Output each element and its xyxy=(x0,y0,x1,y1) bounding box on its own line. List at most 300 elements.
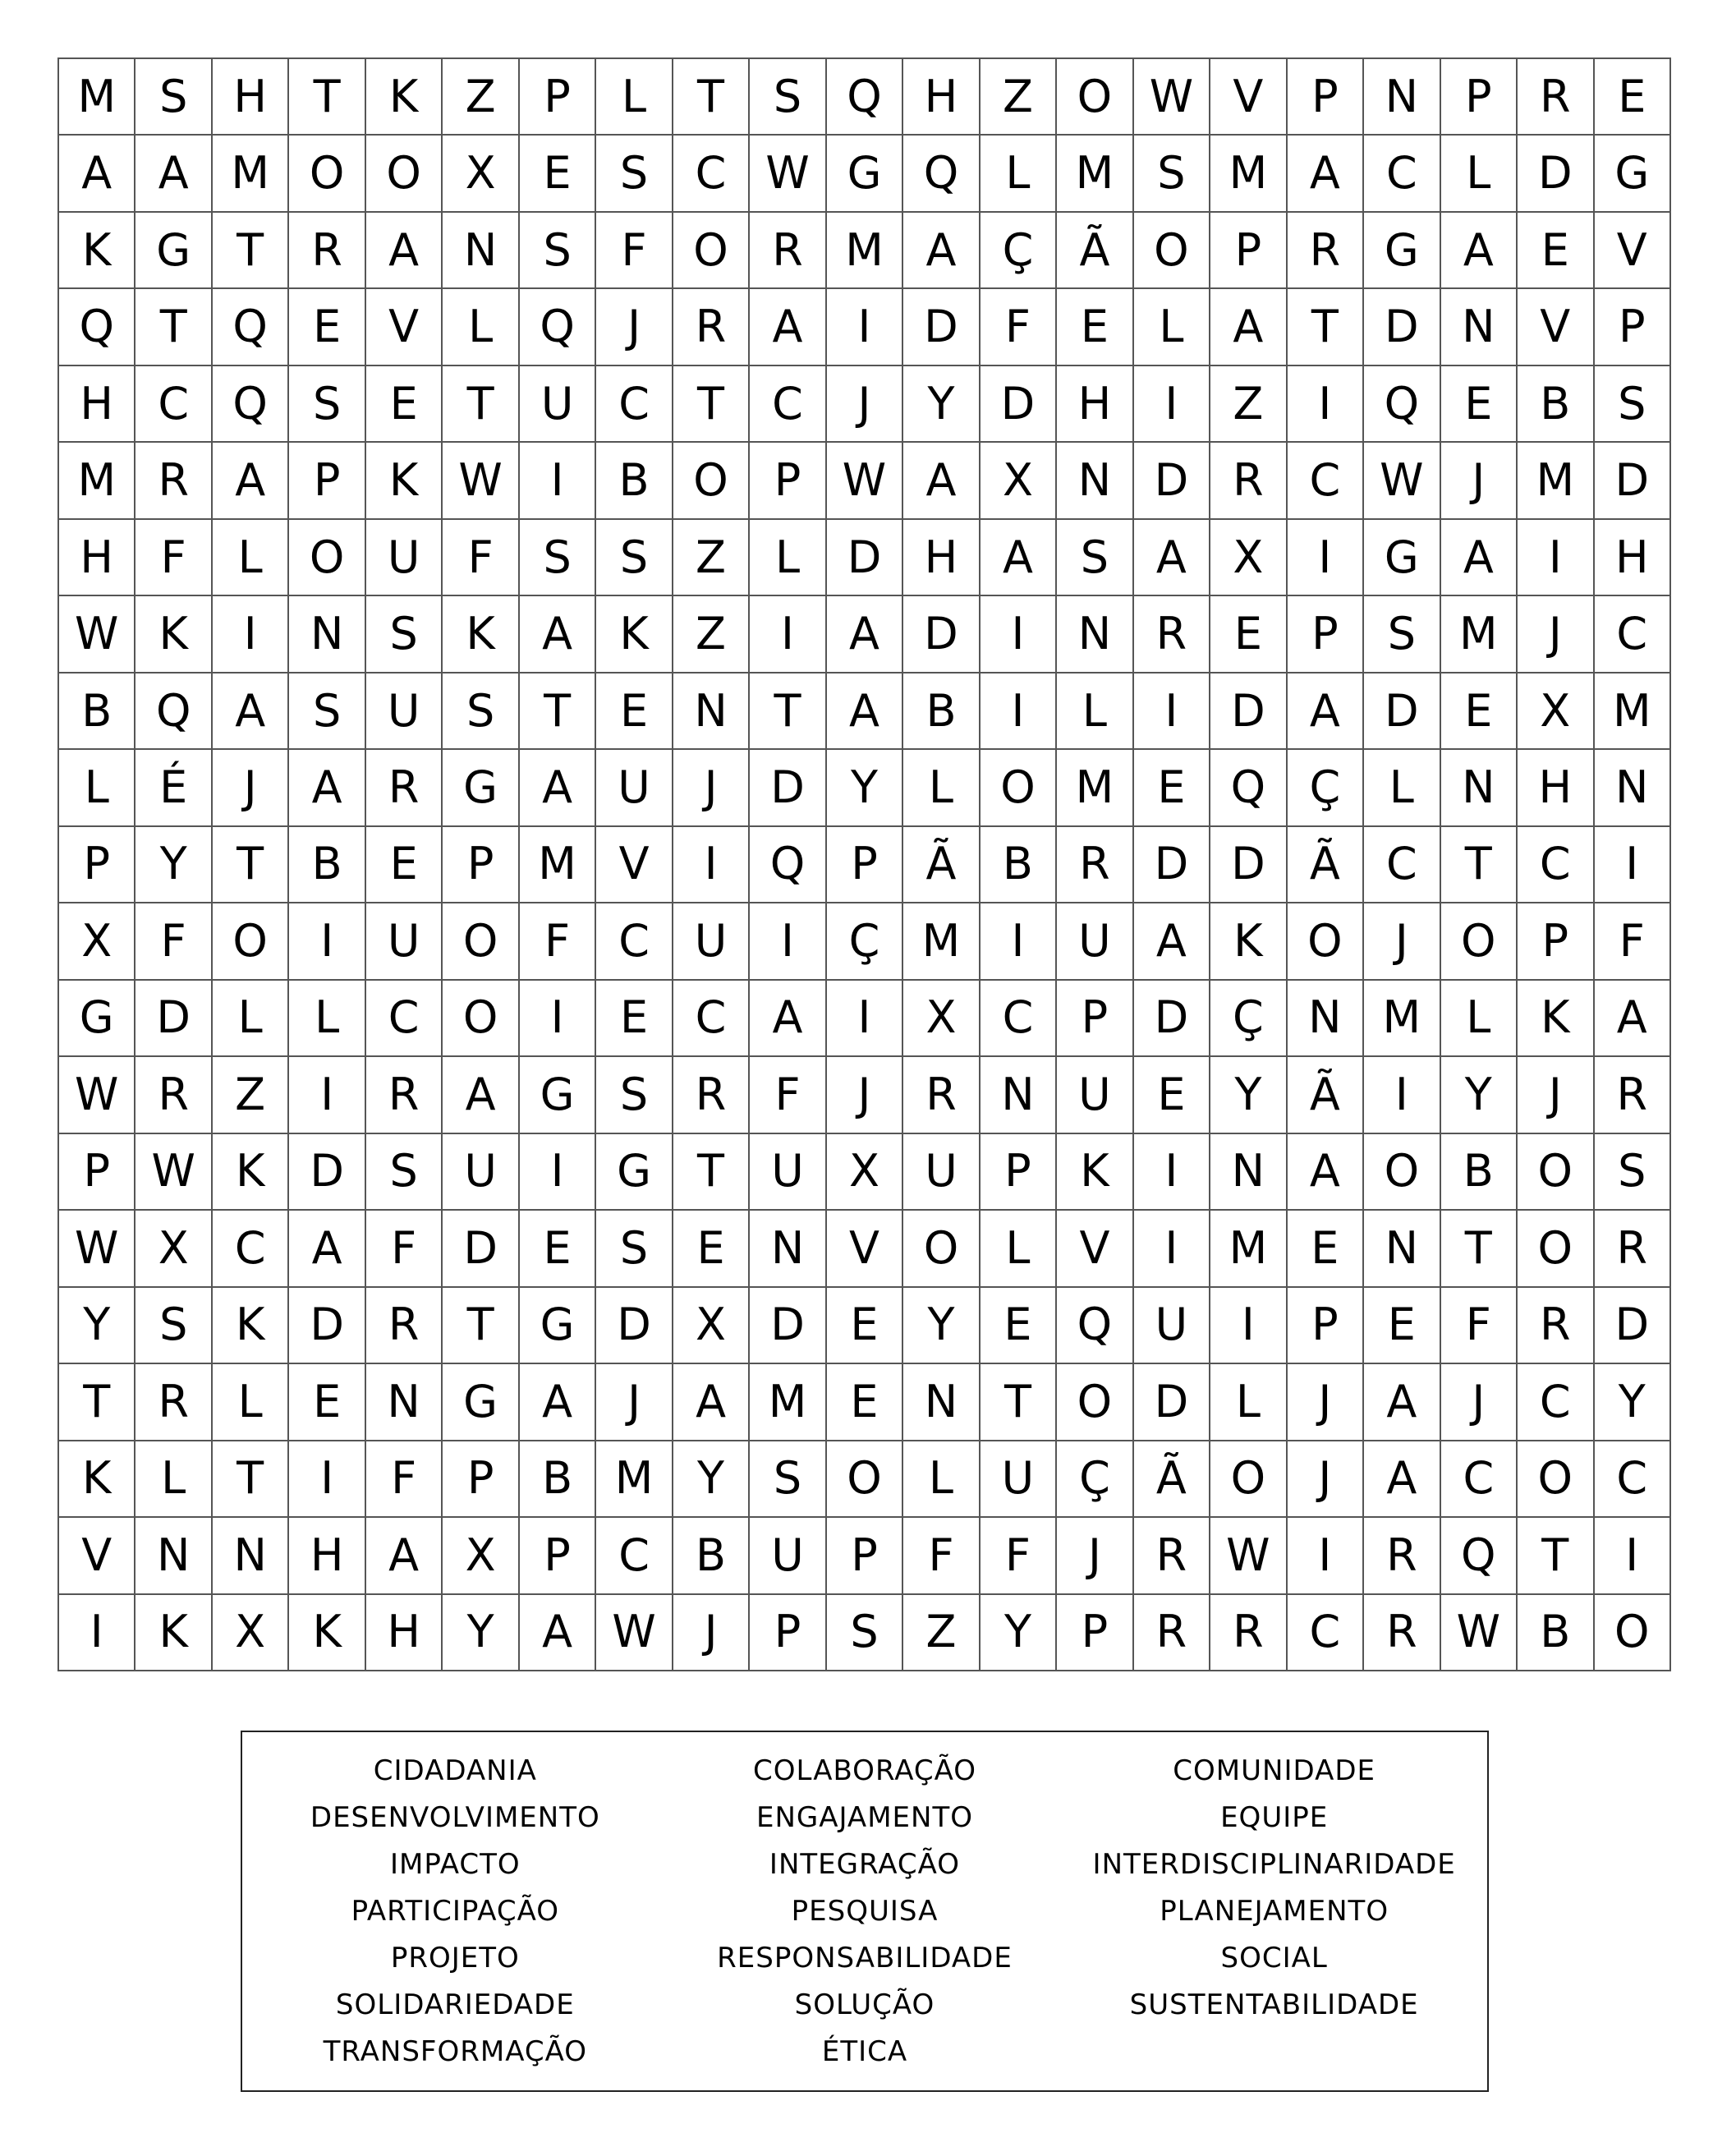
grid-cell[interactable]: N xyxy=(1364,59,1440,136)
grid-cell[interactable]: A xyxy=(289,1211,365,1287)
grid-cell[interactable]: Ã xyxy=(1134,1441,1210,1518)
grid-cell[interactable]: R xyxy=(1288,213,1364,289)
grid-cell[interactable]: C xyxy=(1364,136,1440,212)
grid-cell[interactable]: E xyxy=(596,981,673,1057)
grid-cell[interactable]: S xyxy=(1134,136,1210,212)
grid-cell[interactable]: S xyxy=(135,59,212,136)
grid-cell[interactable]: L xyxy=(1441,981,1518,1057)
grid-cell[interactable]: R xyxy=(289,213,365,289)
grid-cell[interactable]: Q xyxy=(1364,366,1440,443)
grid-cell[interactable]: Ã xyxy=(1288,1057,1364,1133)
grid-cell[interactable]: J xyxy=(673,1595,750,1671)
grid-cell[interactable]: M xyxy=(827,213,903,289)
grid-cell[interactable]: O xyxy=(1057,1364,1133,1441)
grid-cell[interactable]: E xyxy=(981,1288,1057,1364)
grid-cell[interactable]: Y xyxy=(981,1595,1057,1671)
grid-cell[interactable]: D xyxy=(827,520,903,596)
grid-cell[interactable]: P xyxy=(520,1518,596,1594)
grid-cell[interactable]: H xyxy=(1595,520,1671,596)
grid-cell[interactable]: D xyxy=(750,1288,826,1364)
grid-cell[interactable]: B xyxy=(520,1441,596,1518)
grid-cell[interactable]: M xyxy=(903,903,980,980)
grid-cell[interactable]: A xyxy=(1210,289,1287,365)
grid-cell[interactable]: A xyxy=(135,136,212,212)
grid-cell[interactable]: X xyxy=(443,1518,519,1594)
grid-cell[interactable]: D xyxy=(289,1134,365,1211)
grid-cell[interactable]: O xyxy=(1134,213,1210,289)
grid-cell[interactable]: N xyxy=(366,1364,443,1441)
grid-cell[interactable]: N xyxy=(1288,981,1364,1057)
grid-cell[interactable]: R xyxy=(1210,443,1287,519)
grid-cell[interactable]: X xyxy=(1210,520,1287,596)
grid-cell[interactable]: C xyxy=(1595,596,1671,673)
grid-cell[interactable]: B xyxy=(1518,366,1594,443)
grid-cell[interactable]: M xyxy=(1518,443,1594,519)
grid-cell[interactable]: H xyxy=(366,1595,443,1671)
grid-cell[interactable]: E xyxy=(520,1211,596,1287)
grid-cell[interactable]: J xyxy=(827,1057,903,1133)
grid-cell[interactable]: G xyxy=(1595,136,1671,212)
grid-cell[interactable]: S xyxy=(1595,366,1671,443)
grid-cell[interactable]: O xyxy=(827,1441,903,1518)
grid-cell[interactable]: D xyxy=(289,1288,365,1364)
grid-cell[interactable]: L xyxy=(596,59,673,136)
grid-cell[interactable]: B xyxy=(596,443,673,519)
grid-cell[interactable]: J xyxy=(673,750,750,826)
grid-cell[interactable]: Q xyxy=(1210,750,1287,826)
grid-cell[interactable]: C xyxy=(596,1518,673,1594)
grid-cell[interactable]: M xyxy=(750,1364,826,1441)
grid-cell[interactable]: C xyxy=(596,903,673,980)
grid-cell[interactable]: O xyxy=(443,981,519,1057)
grid-cell[interactable]: E xyxy=(366,827,443,903)
grid-cell[interactable]: S xyxy=(750,1441,826,1518)
grid-cell[interactable]: D xyxy=(1134,981,1210,1057)
grid-cell[interactable]: I xyxy=(1595,827,1671,903)
grid-cell[interactable]: R xyxy=(1134,1595,1210,1671)
grid-cell[interactable]: X xyxy=(673,1288,750,1364)
grid-cell[interactable]: T xyxy=(213,1441,289,1518)
grid-cell[interactable]: G xyxy=(135,213,212,289)
grid-cell[interactable]: Z xyxy=(673,520,750,596)
grid-cell[interactable]: P xyxy=(1518,903,1594,980)
grid-cell[interactable]: B xyxy=(673,1518,750,1594)
grid-cell[interactable]: R xyxy=(1134,1518,1210,1594)
grid-cell[interactable]: N xyxy=(903,1364,980,1441)
grid-cell[interactable]: P xyxy=(1057,1595,1133,1671)
grid-cell[interactable]: W xyxy=(59,596,135,673)
grid-cell[interactable]: K xyxy=(1057,1134,1133,1211)
grid-cell[interactable]: F xyxy=(1595,903,1671,980)
grid-cell[interactable]: Y xyxy=(443,1595,519,1671)
grid-cell[interactable]: Ã xyxy=(903,827,980,903)
grid-cell[interactable]: M xyxy=(59,443,135,519)
grid-cell[interactable]: Q xyxy=(827,59,903,136)
grid-cell[interactable]: C xyxy=(1288,1595,1364,1671)
grid-cell[interactable]: C xyxy=(1518,827,1594,903)
grid-cell[interactable]: W xyxy=(827,443,903,519)
grid-cell[interactable]: R xyxy=(750,213,826,289)
grid-cell[interactable]: K xyxy=(135,596,212,673)
grid-cell[interactable]: Z xyxy=(673,596,750,673)
grid-cell[interactable]: Y xyxy=(1210,1057,1287,1133)
grid-cell[interactable]: H xyxy=(903,59,980,136)
grid-cell[interactable]: P xyxy=(1288,59,1364,136)
grid-cell[interactable]: L xyxy=(213,981,289,1057)
grid-cell[interactable]: D xyxy=(1595,1288,1671,1364)
grid-cell[interactable]: L xyxy=(289,981,365,1057)
grid-cell[interactable]: K xyxy=(213,1288,289,1364)
grid-cell[interactable]: A xyxy=(520,1364,596,1441)
grid-cell[interactable]: P xyxy=(443,1441,519,1518)
grid-cell[interactable]: Z xyxy=(903,1595,980,1671)
grid-cell[interactable]: A xyxy=(59,136,135,212)
grid-cell[interactable]: P xyxy=(289,443,365,519)
grid-cell[interactable]: S xyxy=(1364,596,1440,673)
grid-cell[interactable]: O xyxy=(1518,1211,1594,1287)
grid-cell[interactable]: M xyxy=(59,59,135,136)
grid-cell[interactable]: N xyxy=(1441,750,1518,826)
grid-cell[interactable]: H xyxy=(213,59,289,136)
grid-cell[interactable]: A xyxy=(366,1518,443,1594)
grid-cell[interactable]: R xyxy=(1518,59,1594,136)
grid-cell[interactable]: I xyxy=(1364,1057,1440,1133)
grid-cell[interactable]: D xyxy=(596,1288,673,1364)
grid-cell[interactable]: D xyxy=(1364,673,1440,750)
grid-cell[interactable]: I xyxy=(827,981,903,1057)
grid-cell[interactable]: A xyxy=(366,213,443,289)
grid-cell[interactable]: T xyxy=(1518,1518,1594,1594)
grid-cell[interactable]: C xyxy=(366,981,443,1057)
grid-cell[interactable]: T xyxy=(135,289,212,365)
grid-cell[interactable]: A xyxy=(827,673,903,750)
grid-cell[interactable]: S xyxy=(596,136,673,212)
grid-cell[interactable]: U xyxy=(596,750,673,826)
grid-cell[interactable]: U xyxy=(520,366,596,443)
grid-cell[interactable]: R xyxy=(135,1057,212,1133)
grid-cell[interactable]: K xyxy=(1210,903,1287,980)
grid-cell[interactable]: O xyxy=(1057,59,1133,136)
grid-cell[interactable]: G xyxy=(596,1134,673,1211)
grid-cell[interactable]: R xyxy=(1364,1595,1440,1671)
grid-cell[interactable]: R xyxy=(1595,1211,1671,1287)
grid-cell[interactable]: L xyxy=(213,520,289,596)
grid-cell[interactable]: T xyxy=(59,1364,135,1441)
grid-cell[interactable]: C xyxy=(1595,1441,1671,1518)
grid-cell[interactable]: I xyxy=(981,673,1057,750)
grid-cell[interactable]: B xyxy=(1441,1134,1518,1211)
grid-cell[interactable]: S xyxy=(596,520,673,596)
grid-cell[interactable]: A xyxy=(1364,1441,1440,1518)
grid-cell[interactable]: I xyxy=(1134,1134,1210,1211)
grid-cell[interactable]: U xyxy=(366,903,443,980)
grid-cell[interactable]: K xyxy=(596,596,673,673)
grid-cell[interactable]: S xyxy=(1595,1134,1671,1211)
grid-cell[interactable]: P xyxy=(443,827,519,903)
grid-cell[interactable]: E xyxy=(289,1364,365,1441)
grid-cell[interactable]: F xyxy=(1441,1288,1518,1364)
grid-cell[interactable]: A xyxy=(213,443,289,519)
grid-cell[interactable]: A xyxy=(1441,213,1518,289)
grid-cell[interactable]: D xyxy=(981,366,1057,443)
grid-cell[interactable]: W xyxy=(59,1211,135,1287)
grid-cell[interactable]: Y xyxy=(673,1441,750,1518)
grid-cell[interactable]: I xyxy=(1288,1518,1364,1594)
grid-cell[interactable]: B xyxy=(903,673,980,750)
grid-cell[interactable]: O xyxy=(1518,1441,1594,1518)
grid-cell[interactable]: L xyxy=(1057,673,1133,750)
grid-cell[interactable]: T xyxy=(673,59,750,136)
grid-cell[interactable]: P xyxy=(59,827,135,903)
grid-cell[interactable]: M xyxy=(1364,981,1440,1057)
grid-cell[interactable]: D xyxy=(135,981,212,1057)
grid-cell[interactable]: Ã xyxy=(1288,827,1364,903)
grid-cell[interactable]: U xyxy=(750,1134,826,1211)
grid-cell[interactable]: K xyxy=(366,59,443,136)
grid-cell[interactable]: T xyxy=(213,213,289,289)
grid-cell[interactable]: R xyxy=(903,1057,980,1133)
grid-cell[interactable]: X xyxy=(1518,673,1594,750)
grid-cell[interactable]: I xyxy=(750,903,826,980)
grid-cell[interactable]: A xyxy=(1134,520,1210,596)
grid-cell[interactable]: T xyxy=(1441,1211,1518,1287)
grid-cell[interactable]: S xyxy=(289,673,365,750)
grid-cell[interactable]: I xyxy=(1210,1288,1287,1364)
grid-cell[interactable]: N xyxy=(1210,1134,1287,1211)
grid-cell[interactable]: A xyxy=(520,750,596,826)
grid-cell[interactable]: Q xyxy=(213,366,289,443)
grid-cell[interactable]: C xyxy=(1364,827,1440,903)
grid-cell[interactable]: A xyxy=(750,289,826,365)
grid-cell[interactable]: I xyxy=(1134,673,1210,750)
grid-cell[interactable]: P xyxy=(1057,981,1133,1057)
grid-cell[interactable]: X xyxy=(213,1595,289,1671)
grid-cell[interactable]: N xyxy=(1595,750,1671,826)
grid-cell[interactable]: T xyxy=(1441,827,1518,903)
grid-cell[interactable]: T xyxy=(750,673,826,750)
grid-cell[interactable]: H xyxy=(1057,366,1133,443)
grid-cell[interactable]: C xyxy=(673,981,750,1057)
grid-cell[interactable]: C xyxy=(1441,1441,1518,1518)
grid-cell[interactable]: E xyxy=(1134,750,1210,826)
grid-cell[interactable]: H xyxy=(59,366,135,443)
grid-cell[interactable]: Ç xyxy=(827,903,903,980)
grid-cell[interactable]: P xyxy=(827,1518,903,1594)
grid-cell[interactable]: Z xyxy=(213,1057,289,1133)
grid-cell[interactable]: X xyxy=(827,1134,903,1211)
grid-cell[interactable]: L xyxy=(1134,289,1210,365)
grid-cell[interactable]: L xyxy=(981,1211,1057,1287)
grid-cell[interactable]: H xyxy=(59,520,135,596)
grid-cell[interactable]: E xyxy=(1518,213,1594,289)
grid-cell[interactable]: R xyxy=(366,1288,443,1364)
grid-cell[interactable]: U xyxy=(1057,903,1133,980)
grid-cell[interactable]: D xyxy=(443,1211,519,1287)
grid-cell[interactable]: X xyxy=(135,1211,212,1287)
grid-cell[interactable]: L xyxy=(1441,136,1518,212)
grid-cell[interactable]: K xyxy=(366,443,443,519)
grid-cell[interactable]: S xyxy=(520,213,596,289)
grid-cell[interactable]: A xyxy=(981,520,1057,596)
grid-cell[interactable]: L xyxy=(443,289,519,365)
grid-cell[interactable]: W xyxy=(59,1057,135,1133)
grid-cell[interactable]: Q xyxy=(903,136,980,212)
grid-cell[interactable]: A xyxy=(1288,1134,1364,1211)
grid-cell[interactable]: P xyxy=(1210,213,1287,289)
grid-cell[interactable]: X xyxy=(981,443,1057,519)
grid-cell[interactable]: I xyxy=(827,289,903,365)
grid-cell[interactable]: N xyxy=(1057,596,1133,673)
grid-cell[interactable]: Y xyxy=(59,1288,135,1364)
grid-cell[interactable]: V xyxy=(596,827,673,903)
grid-cell[interactable]: G xyxy=(1364,520,1440,596)
grid-cell[interactable]: E xyxy=(289,289,365,365)
grid-cell[interactable]: A xyxy=(903,213,980,289)
grid-cell[interactable]: F xyxy=(903,1518,980,1594)
grid-cell[interactable]: I xyxy=(981,596,1057,673)
grid-cell[interactable]: U xyxy=(673,903,750,980)
grid-cell[interactable]: P xyxy=(981,1134,1057,1211)
grid-cell[interactable]: C xyxy=(135,366,212,443)
grid-cell[interactable]: T xyxy=(520,673,596,750)
grid-cell[interactable]: M xyxy=(596,1441,673,1518)
grid-cell[interactable]: R xyxy=(1595,1057,1671,1133)
grid-cell[interactable]: K xyxy=(135,1595,212,1671)
grid-cell[interactable]: K xyxy=(59,213,135,289)
grid-cell[interactable]: I xyxy=(1288,366,1364,443)
grid-cell[interactable]: L xyxy=(59,750,135,826)
grid-cell[interactable]: M xyxy=(213,136,289,212)
grid-cell[interactable]: Z xyxy=(1210,366,1287,443)
grid-cell[interactable]: C xyxy=(981,981,1057,1057)
grid-cell[interactable]: Q xyxy=(1057,1288,1133,1364)
grid-cell[interactable]: Y xyxy=(135,827,212,903)
grid-cell[interactable]: A xyxy=(520,1595,596,1671)
grid-cell[interactable]: K xyxy=(1518,981,1594,1057)
grid-cell[interactable]: V xyxy=(1595,213,1671,289)
grid-cell[interactable]: R xyxy=(135,1364,212,1441)
grid-cell[interactable]: F xyxy=(981,1518,1057,1594)
grid-cell[interactable]: W xyxy=(1210,1518,1287,1594)
grid-cell[interactable]: J xyxy=(1057,1518,1133,1594)
grid-cell[interactable]: I xyxy=(1518,520,1594,596)
grid-cell[interactable]: U xyxy=(366,673,443,750)
grid-cell[interactable]: Q xyxy=(213,289,289,365)
grid-cell[interactable]: P xyxy=(1288,596,1364,673)
grid-cell[interactable]: L xyxy=(750,520,826,596)
grid-cell[interactable]: O xyxy=(289,520,365,596)
grid-cell[interactable]: M xyxy=(1441,596,1518,673)
grid-cell[interactable]: I xyxy=(289,1441,365,1518)
grid-cell[interactable]: J xyxy=(1441,1364,1518,1441)
grid-cell[interactable]: L xyxy=(903,750,980,826)
grid-cell[interactable]: U xyxy=(1134,1288,1210,1364)
grid-cell[interactable]: W xyxy=(1364,443,1440,519)
grid-cell[interactable]: Q xyxy=(520,289,596,365)
grid-cell[interactable]: F xyxy=(750,1057,826,1133)
grid-cell[interactable]: H xyxy=(289,1518,365,1594)
grid-cell[interactable]: I xyxy=(520,443,596,519)
grid-cell[interactable]: Q xyxy=(750,827,826,903)
grid-cell[interactable]: M xyxy=(1210,1211,1287,1287)
grid-cell[interactable]: M xyxy=(1595,673,1671,750)
grid-cell[interactable]: E xyxy=(827,1288,903,1364)
grid-cell[interactable]: T xyxy=(673,366,750,443)
grid-cell[interactable]: Y xyxy=(903,1288,980,1364)
grid-cell[interactable]: Q xyxy=(59,289,135,365)
grid-cell[interactable]: O xyxy=(903,1211,980,1287)
grid-cell[interactable]: I xyxy=(1595,1518,1671,1594)
grid-cell[interactable]: B xyxy=(59,673,135,750)
grid-cell[interactable]: F xyxy=(520,903,596,980)
grid-cell[interactable]: H xyxy=(903,520,980,596)
grid-cell[interactable]: Y xyxy=(1441,1057,1518,1133)
grid-cell[interactable]: F xyxy=(135,520,212,596)
grid-cell[interactable]: V xyxy=(1518,289,1594,365)
grid-cell[interactable]: A xyxy=(1364,1364,1440,1441)
grid-cell[interactable]: P xyxy=(750,1595,826,1671)
grid-cell[interactable]: E xyxy=(366,366,443,443)
grid-cell[interactable]: N xyxy=(1364,1211,1440,1287)
grid-cell[interactable]: E xyxy=(827,1364,903,1441)
grid-cell[interactable]: W xyxy=(1441,1595,1518,1671)
grid-cell[interactable]: R xyxy=(366,750,443,826)
grid-cell[interactable]: Q xyxy=(135,673,212,750)
grid-cell[interactable]: U xyxy=(750,1518,826,1594)
grid-cell[interactable]: S xyxy=(596,1211,673,1287)
grid-cell[interactable]: I xyxy=(59,1595,135,1671)
grid-cell[interactable]: S xyxy=(520,520,596,596)
grid-cell[interactable]: J xyxy=(1441,443,1518,519)
grid-cell[interactable]: E xyxy=(1441,673,1518,750)
grid-cell[interactable]: G xyxy=(520,1288,596,1364)
grid-cell[interactable]: V xyxy=(827,1211,903,1287)
grid-cell[interactable]: L xyxy=(1364,750,1440,826)
grid-cell[interactable]: L xyxy=(213,1364,289,1441)
grid-cell[interactable]: D xyxy=(750,750,826,826)
grid-cell[interactable]: O xyxy=(1441,903,1518,980)
grid-cell[interactable]: B xyxy=(981,827,1057,903)
grid-cell[interactable]: I xyxy=(1134,1211,1210,1287)
grid-cell[interactable]: M xyxy=(1057,136,1133,212)
grid-cell[interactable]: N xyxy=(1441,289,1518,365)
grid-cell[interactable]: S xyxy=(135,1288,212,1364)
grid-cell[interactable]: T xyxy=(213,827,289,903)
grid-cell[interactable]: V xyxy=(59,1518,135,1594)
grid-cell[interactable]: B xyxy=(1518,1595,1594,1671)
grid-cell[interactable]: V xyxy=(1210,59,1287,136)
grid-cell[interactable]: W xyxy=(135,1134,212,1211)
grid-cell[interactable]: P xyxy=(750,443,826,519)
grid-cell[interactable]: C xyxy=(750,366,826,443)
grid-cell[interactable]: D xyxy=(1134,1364,1210,1441)
grid-cell[interactable]: B xyxy=(289,827,365,903)
grid-cell[interactable]: N xyxy=(1057,443,1133,519)
grid-cell[interactable]: D xyxy=(903,596,980,673)
grid-cell[interactable]: J xyxy=(1288,1441,1364,1518)
grid-cell[interactable]: F xyxy=(596,213,673,289)
grid-cell[interactable]: Ç xyxy=(981,213,1057,289)
grid-cell[interactable]: F xyxy=(366,1211,443,1287)
grid-cell[interactable]: N xyxy=(289,596,365,673)
grid-cell[interactable]: Ç xyxy=(1288,750,1364,826)
grid-cell[interactable]: R xyxy=(673,1057,750,1133)
grid-cell[interactable]: C xyxy=(596,366,673,443)
grid-cell[interactable]: G xyxy=(1364,213,1440,289)
grid-cell[interactable]: K xyxy=(213,1134,289,1211)
grid-cell[interactable]: O xyxy=(981,750,1057,826)
grid-cell[interactable]: J xyxy=(1364,903,1440,980)
